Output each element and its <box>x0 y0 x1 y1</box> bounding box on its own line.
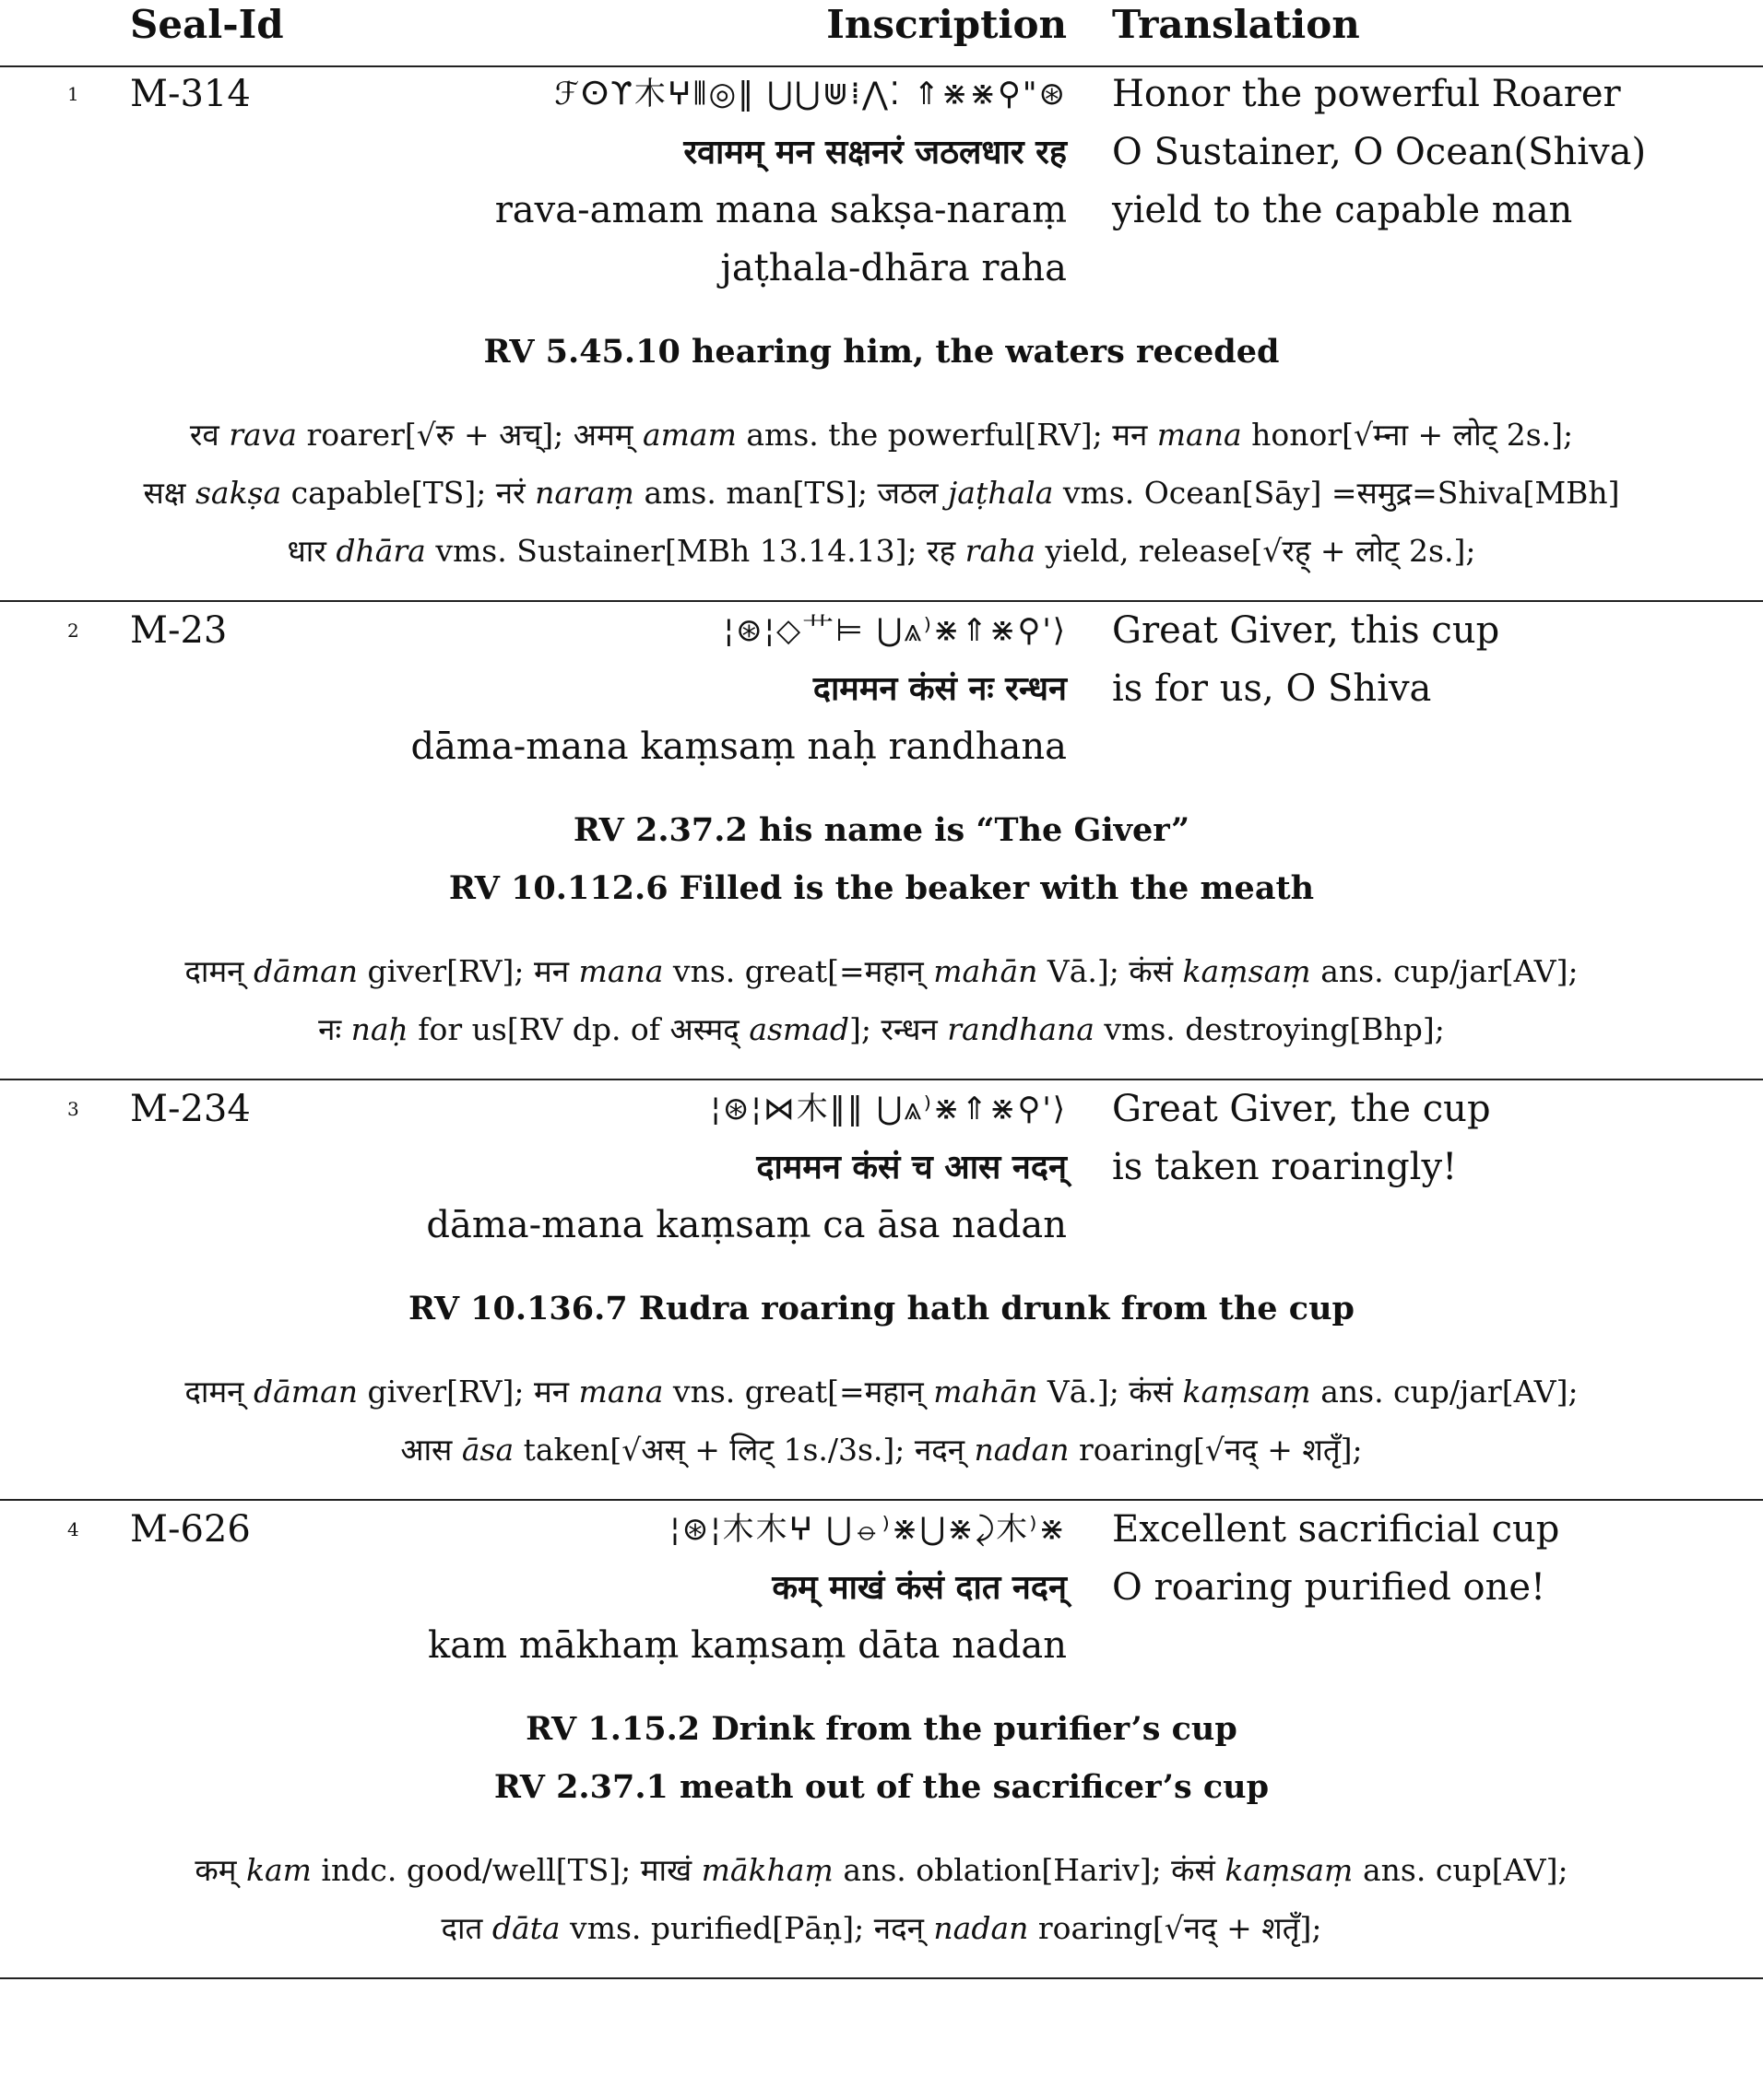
transliterated-term: mana <box>1156 417 1242 453</box>
rv-reference: RV 1.15.2 Drink from the purifier’s cup <box>526 1710 1237 1748</box>
transliterated-term: kaṃsaṃ <box>1182 1374 1311 1410</box>
entry-main-row <box>0 1501 1763 1675</box>
transliterated-term: nadan <box>933 1910 1029 1946</box>
seal-entry <box>0 1501 1763 1979</box>
rigveda-references <box>0 801 1763 917</box>
translation <box>1112 1080 1491 1197</box>
entry-number: 4 <box>67 1518 79 1540</box>
glossary-notes <box>0 406 1763 580</box>
transliterated-term: kam <box>245 1852 312 1888</box>
glossary-line: आस āsa taken[√अस् + लिट् 1s./3s.]; नदन् nadan roaring[√नद् + शतृँ]; <box>400 1432 1363 1468</box>
translation-line: O roaring purified one! <box>1112 1566 1546 1609</box>
inscription <box>410 602 1067 776</box>
transliterated-term: mahān <box>933 953 1038 989</box>
indus-script-glyphs: ℱⵙϒ⽊ⵖ⦀◎‖ ⋃⋃⋓⁞⋀⁚ ⇑⋇⋇⚲"⊛ <box>554 76 1067 112</box>
rigveda-references <box>0 1280 1763 1338</box>
header-translation: Translation <box>1112 2 1360 47</box>
rv-reference: RV 2.37.1 meath out of the sacrificer’s cup <box>493 1768 1270 1806</box>
transliterated-term: dāman <box>253 1374 359 1410</box>
transliterated-term: nadan <box>974 1432 1070 1468</box>
entry-number: 3 <box>67 1098 79 1120</box>
rv-reference: RV 10.136.7 Rudra roaring hath drunk from the cup <box>408 1290 1355 1327</box>
transliterated-term: mana <box>578 953 664 989</box>
seal-id: M-314 <box>130 73 251 115</box>
translation-line: yield to the capable man <box>1112 189 1573 231</box>
transliterated-term: naraṃ <box>535 475 634 511</box>
transliterated-term: kaṃsaṃ <box>1182 953 1311 989</box>
transliterated-term: mahān <box>933 1374 1038 1410</box>
rv-reference: RV 10.112.6 Filled is the beaker with the meath <box>448 869 1315 907</box>
entry-number: 2 <box>67 619 79 642</box>
indus-script-glyphs: ¦⊛¦⽊⽊ⵖ ⋃⦵⁾⋇⋃⋇⤸⽊⁾⋇ <box>669 1511 1067 1548</box>
seal-id: M-23 <box>130 609 228 652</box>
transliterated-term: kaṃsaṃ <box>1225 1852 1354 1888</box>
seal-entry <box>0 1080 1763 1501</box>
indus-script-glyphs: ¦⊛¦◇⺾⊨ ⋃⩓⁾⋇⇑⋇⚲'⟩ <box>723 612 1067 649</box>
transliterated-term: mana <box>578 1374 664 1410</box>
rv-reference: RV 2.37.2 his name is “The Giver” <box>573 811 1190 849</box>
transliteration-line: jaṭhala-dhāra raha <box>720 247 1067 289</box>
translation-line: Honor the powerful Roarer <box>1112 73 1621 115</box>
seal-entry <box>0 602 1763 1080</box>
header-seal-id: Seal-Id <box>130 2 284 47</box>
translation-line: is taken roaringly! <box>1112 1146 1458 1188</box>
glossary-line: नः naḥ for us[RV dp. of अस्मद् asmad]; रन्धन randhana vms. destroying[Bhp]; <box>318 1011 1445 1047</box>
transliterated-term: naḥ <box>350 1011 408 1047</box>
transliterated-term: dāta <box>491 1910 561 1946</box>
devanagari-reading: कम् माखं कंसं दात नदन् <box>772 1569 1067 1607</box>
transliterated-term: asmad <box>749 1011 850 1047</box>
inscription <box>495 65 1067 298</box>
seal-id: M-626 <box>130 1508 251 1551</box>
translation-line: Great Giver, the cup <box>1112 1088 1491 1130</box>
transliterated-term: mākhaṃ <box>701 1852 834 1888</box>
seal-id: M-234 <box>130 1088 251 1130</box>
entry-main-row <box>0 65 1763 298</box>
transliterated-term: amam <box>642 417 737 453</box>
transliterated-term: āsa <box>461 1432 515 1468</box>
rv-reference: RV 5.45.10 hearing him, the waters receded <box>483 333 1280 371</box>
inscription <box>426 1080 1067 1255</box>
glossary-notes <box>0 942 1763 1058</box>
translation <box>1112 65 1646 240</box>
transliterated-term: randhana <box>947 1011 1094 1047</box>
transliteration-line: dāma-mana kaṃsaṃ ca āsa nadan <box>426 1204 1067 1246</box>
glossary-notes <box>0 1841 1763 1957</box>
devanagari-reading: दाममन कंसं नः रन्धन <box>812 670 1067 708</box>
seal-entry <box>0 65 1763 602</box>
transliterated-term: dāman <box>253 953 359 989</box>
transliteration-line: kam mākhaṃ kaṃsaṃ dāta nadan <box>428 1624 1067 1667</box>
rigveda-references <box>0 323 1763 381</box>
entry-number: 1 <box>67 83 79 105</box>
glossary-line: कम् kam indc. good/well[TS]; माखं mākhaṃ ans. oblation[Hariv]; कंसं kaṃsaṃ ans. cup[AV]; <box>195 1852 1568 1888</box>
translation-line: Great Giver, this cup <box>1112 609 1500 652</box>
transliterated-term: dhāra <box>336 533 426 569</box>
devanagari-reading: रवामम् मन सक्षनरं जठलधार रह <box>683 134 1067 171</box>
transliteration-line: rava-amam mana sakṣa-naraṃ <box>494 189 1067 231</box>
translation <box>1112 1501 1559 1617</box>
glossary-line: सक्ष sakṣa capable[TS]; नरं naraṃ ams. man[TS]; जठल jaṭhala vms. Ocean[Sāy] =समुद्र=Shiva[MBh] <box>143 475 1620 511</box>
glossary-line: दात dāta vms. purified[Pāṇ]; नदन् nadan roaring[√नद् + शतृँ]; <box>441 1910 1322 1946</box>
entry-main-row <box>0 602 1763 776</box>
seal-entries <box>0 65 1763 1979</box>
transliteration-line: dāma-mana kaṃsaṃ naḥ randhana <box>410 726 1067 768</box>
rigveda-references <box>0 1700 1763 1816</box>
translation <box>1112 602 1499 718</box>
devanagari-reading: दाममन कंसं च आस नदन् <box>756 1149 1067 1186</box>
translation-line: is for us, O Shiva <box>1112 667 1432 710</box>
glossary-line: रव rava roarer[√रु + अच्]; अमम् amam ams. the powerful[RV]; मन mana honor[√म्ना + लोट् 2s.]; <box>189 417 1574 453</box>
translation-line: O Sustainer, O Ocean(Shiva) <box>1112 131 1647 173</box>
glossary-notes <box>0 1363 1763 1479</box>
glossary-line: दामन् dāman giver[RV]; मन mana vns. great[=महान् mahān Vā.]; कंसं kaṃsaṃ ans. cup/jar[AV]; <box>184 1374 1579 1410</box>
glossary-line: दामन् dāman giver[RV]; मन mana vns. great[=महान् mahān Vā.]; कंसं kaṃsaṃ ans. cup/jar[AV]; <box>184 953 1579 989</box>
indus-script-glyphs: ¦⊛¦⋈⽊‖‖ ⋃⩓⁾⋇⇑⋇⚲'⟩ <box>710 1091 1067 1127</box>
transliterated-term: rava <box>229 417 297 453</box>
transliterated-term: sakṣa <box>195 475 282 511</box>
glossary-line: धार dhāra vms. Sustainer[MBh 13.14.13]; रह raha yield, release[√रह् + लोट् 2s.]; <box>287 533 1476 569</box>
inscription <box>428 1501 1067 1675</box>
translation-line: Excellent sacrificial cup <box>1112 1508 1560 1551</box>
transliterated-term: raha <box>964 533 1036 569</box>
header-inscription: Inscription <box>826 2 1067 47</box>
transliterated-term: jaṭhala <box>948 475 1054 511</box>
entry-main-row <box>0 1080 1763 1255</box>
table-header <box>0 0 1763 67</box>
